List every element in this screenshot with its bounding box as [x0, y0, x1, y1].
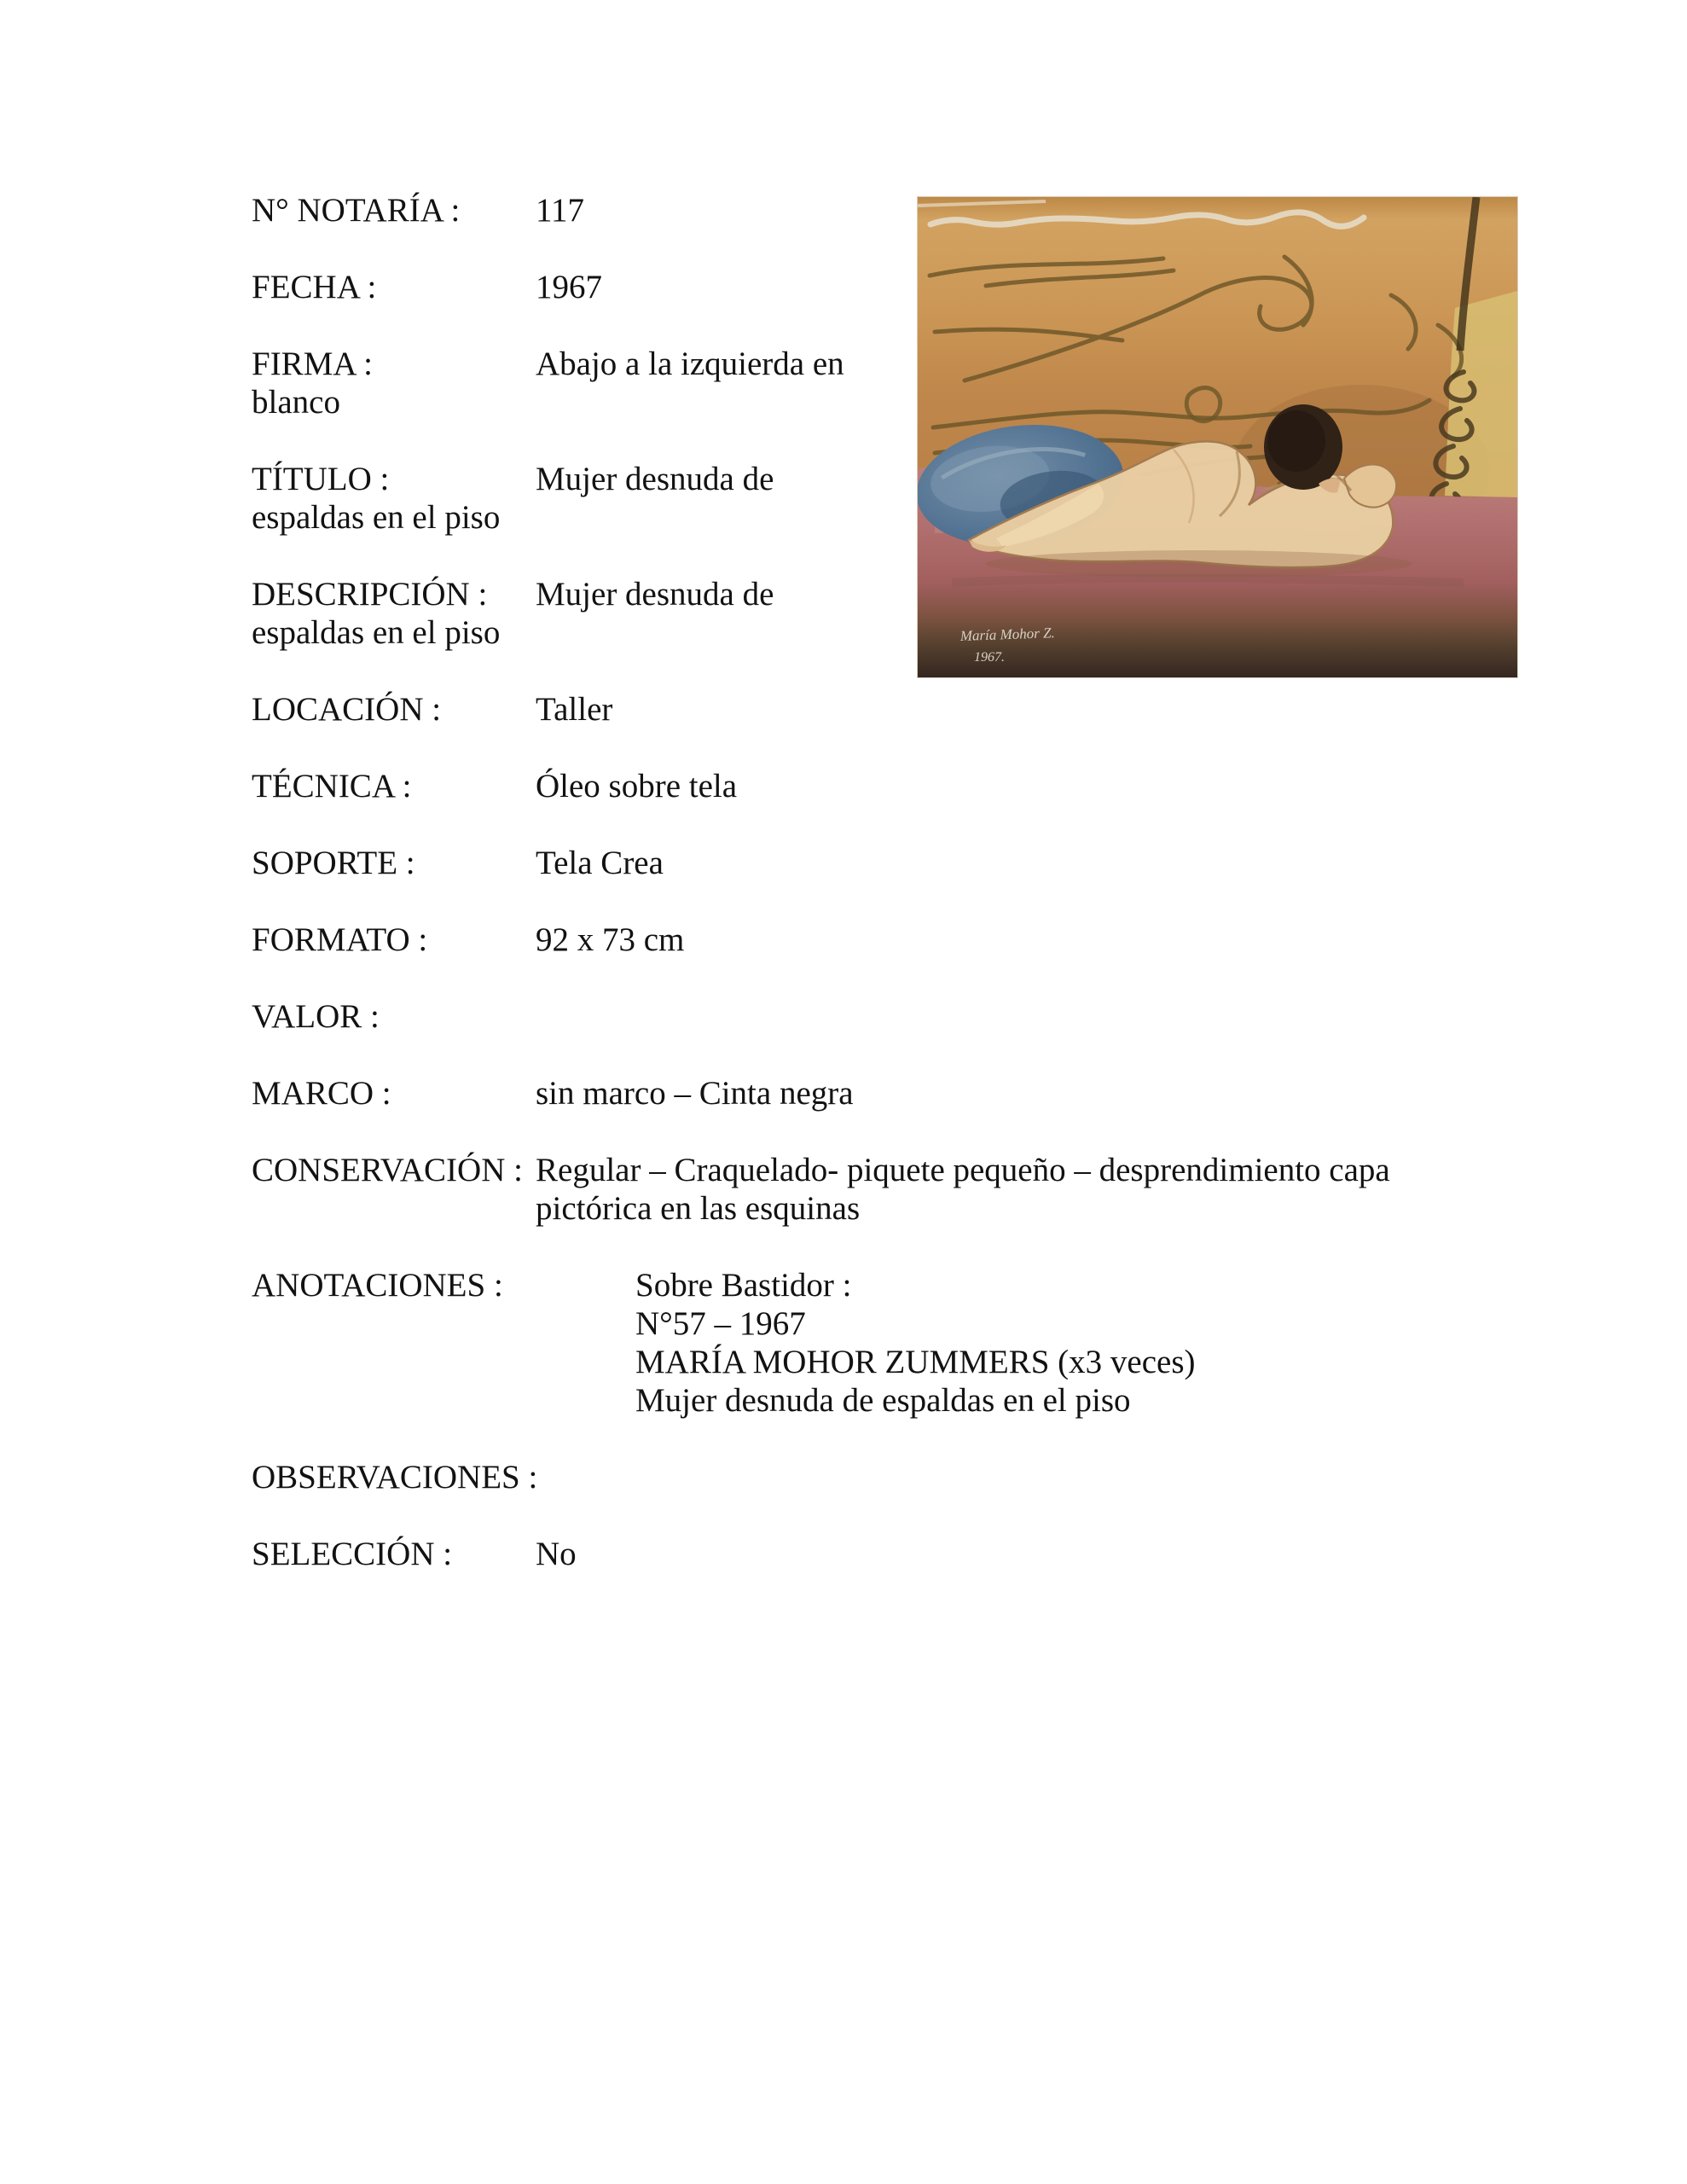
field-label: FECHA : — [252, 269, 377, 305]
field-label: MARCO : — [252, 1075, 391, 1112]
field-label: LOCACIÓN : — [252, 691, 442, 728]
painting-canvas — [918, 197, 1517, 677]
field-label: VALOR : — [252, 998, 380, 1035]
field-value: Abajo a la izquierda en — [536, 346, 844, 382]
painting-signature-year: 1967. — [974, 650, 1005, 665]
field-value: sin marco – Cinta negra — [536, 1075, 854, 1112]
annotation-line: N°57 – 1967 — [635, 1305, 806, 1342]
field-value: Mujer desnuda de — [536, 461, 774, 497]
painting-signature: María Mohor Z. — [959, 624, 1056, 644]
field-label: TÉCNICA : — [252, 768, 412, 804]
field-label: DESCRIPCIÓN : — [252, 576, 488, 613]
field-value-continuation: espaldas en el piso — [252, 499, 501, 536]
field-value: Mujer desnuda de — [536, 576, 774, 613]
field-row-formato — [252, 921, 1399, 959]
painting-image — [917, 196, 1518, 678]
field-label: ANOTACIONES : — [252, 1267, 503, 1304]
field-value: 117 — [536, 192, 585, 229]
field-row-observaciones — [252, 1458, 1399, 1496]
field-value-continuation: espaldas en el piso — [252, 614, 501, 651]
field-value-continuation: pictórica en las esquinas — [536, 1190, 861, 1227]
field-label: N° NOTARÍA : — [252, 192, 461, 229]
field-label: FIRMA : — [252, 346, 373, 382]
field-label: TÍTULO : — [252, 461, 390, 497]
field-value-continuation: blanco — [252, 384, 340, 421]
field-row-soporte — [252, 844, 1399, 882]
field-row-locacion — [252, 690, 1399, 729]
field-row-conservacion — [252, 1151, 1399, 1228]
annotation-line: MARÍA MOHOR ZUMMERS (x3 veces) — [635, 1344, 1196, 1380]
field-row-valor — [252, 997, 1399, 1036]
field-row-anotaciones — [252, 1266, 1399, 1420]
field-label: SOPORTE : — [252, 845, 415, 881]
field-value: No — [536, 1536, 577, 1572]
field-value-block — [536, 1151, 1390, 1228]
field-value: 1967 — [536, 269, 602, 305]
field-label: OBSERVACIONES : — [252, 1459, 538, 1496]
field-row-seleccion — [252, 1535, 1399, 1573]
field-row-marco — [252, 1074, 1399, 1112]
field-value: Taller — [536, 691, 613, 728]
field-value: 92 x 73 cm — [536, 921, 685, 958]
field-label: CONSERVACIÓN : — [252, 1152, 523, 1188]
field-value: Tela Crea — [536, 845, 664, 881]
annotation-line: Sobre Bastidor : — [635, 1267, 852, 1304]
field-label: SELECCIÓN : — [252, 1536, 453, 1572]
field-row-tecnica — [252, 767, 1399, 805]
annotation-line: Mujer desnuda de espaldas en el piso — [635, 1382, 1131, 1419]
field-value: Óleo sobre tela — [536, 768, 738, 804]
field-value-block — [635, 1266, 1196, 1420]
field-value: Regular – Craquelado- piquete pequeño – desprendimiento capa — [536, 1152, 1390, 1188]
field-label: FORMATO : — [252, 921, 428, 958]
